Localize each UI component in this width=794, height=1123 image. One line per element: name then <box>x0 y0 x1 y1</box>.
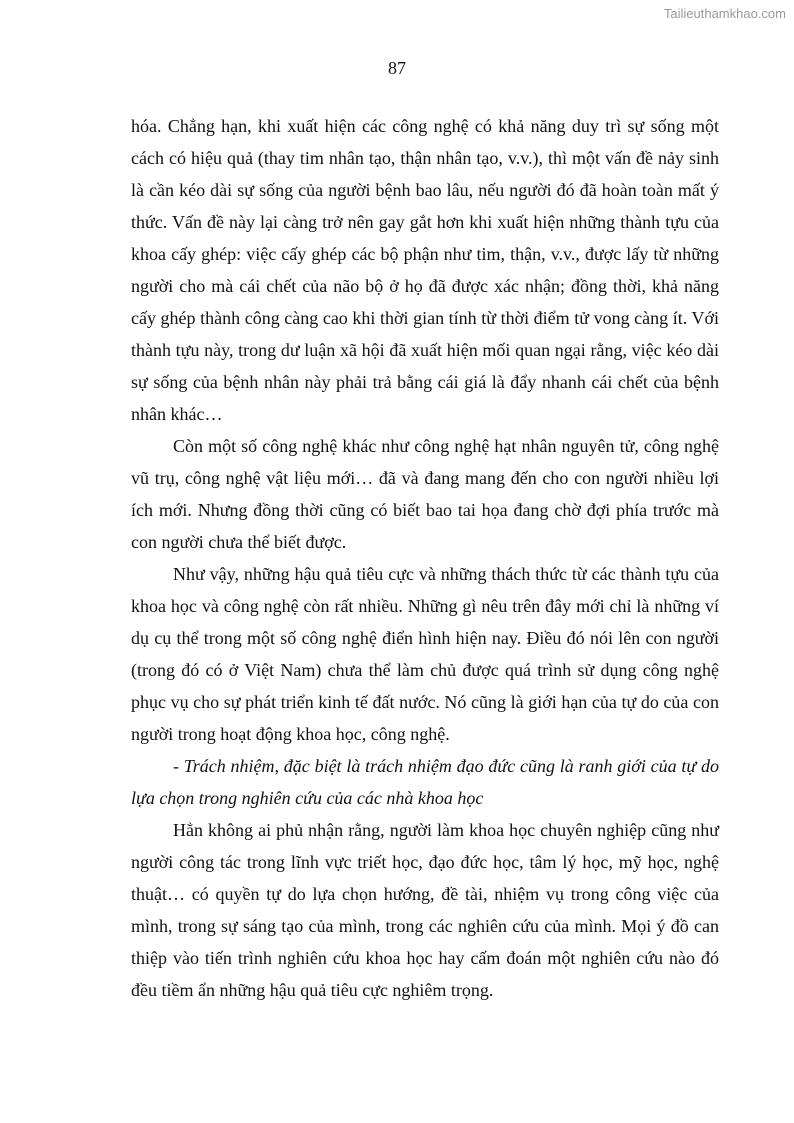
paragraph-continued: hóa. Chẳng hạn, khi xuất hiện các công nghệ có khả năng duy trì sự sống một cách có hiệu quả (thay tim nhân tạo, thận nhân tạo, v.v.), thì một vấn đề nảy sinh là cần kéo dài sự sống của người bệnh bao lâu, nếu người đó đã hoàn toàn mất ý thức. Vấn đề này lại càng trở nên gay gắt hơn khi xuất hiện những thành tựu của khoa cấy ghép: việc cấy ghép các bộ phận như tim, thận, v.v., được lấy từ những người cho mà cái chết của não bộ ở họ đã được xác nhận; đồng thời, khả năng cấy ghép thành công càng cao khi thời gian tính từ thời điểm tử vong càng ít. Với thành tựu này, trong dư luận xã hội đã xuất hiện mối quan ngại rằng, việc kéo dài sự sống của bệnh nhân này phải trả bằng cái giá là đẩy nhanh cái chết của bệnh nhân khác… <box>131 116 719 424</box>
page-number: 87 <box>388 58 406 78</box>
paragraph: Còn một số công nghệ khác như công nghệ hạt nhân nguyên tử, công nghệ vũ trụ, công nghệ vật liệu mới… đã và đang mang đến cho con người nhiều lợi ích mới. Nhưng đồng thời cũng có biết bao tai họa đang chờ đợi phía trước mà con người chưa thể biết được. <box>131 436 719 552</box>
document-body <box>131 110 719 1006</box>
section-heading: - Trách nhiệm, đặc biệt là trách nhiệm đạo đức cũng là ranh giới của tự do lựa chọn trong nghiên cứu của các nhà khoa học <box>131 756 719 808</box>
watermark: Tailieuthamkhao.com <box>663 6 786 21</box>
paragraph: Hẳn không ai phủ nhận rằng, người làm khoa học chuyên nghiệp cũng như người công tác trong lĩnh vực triết học, đạo đức học, tâm lý học, mỹ học, nghệ thuật… có quyền tự do lựa chọn hướng, đề tài, nhiệm vụ trong công việc của mình, trong sự sáng tạo của mình, trong các nghiên cứu của mình. Mọi ý đồ can thiệp vào tiến trình nghiên cứu khoa học hay cấm đoán một nghiên cứu nào đó đều tiềm ẩn những hậu quả tiêu cực nghiêm trọng. <box>131 820 719 1000</box>
paragraph: Như vậy, những hậu quả tiêu cực và những thách thức từ các thành tựu của khoa học và công nghệ còn rất nhiều. Những gì nêu trên đây mới chỉ là những ví dụ cụ thể trong một số công nghệ điển hình hiện nay. Điều đó nói lên con người (trong đó có ở Việt Nam) chưa thể làm chủ được quá trình sử dụng công nghệ phục vụ cho sự phát triển kinh tế đất nước. Nó cũng là giới hạn của tự do của con người trong hoạt động khoa học, công nghệ. <box>131 564 719 744</box>
